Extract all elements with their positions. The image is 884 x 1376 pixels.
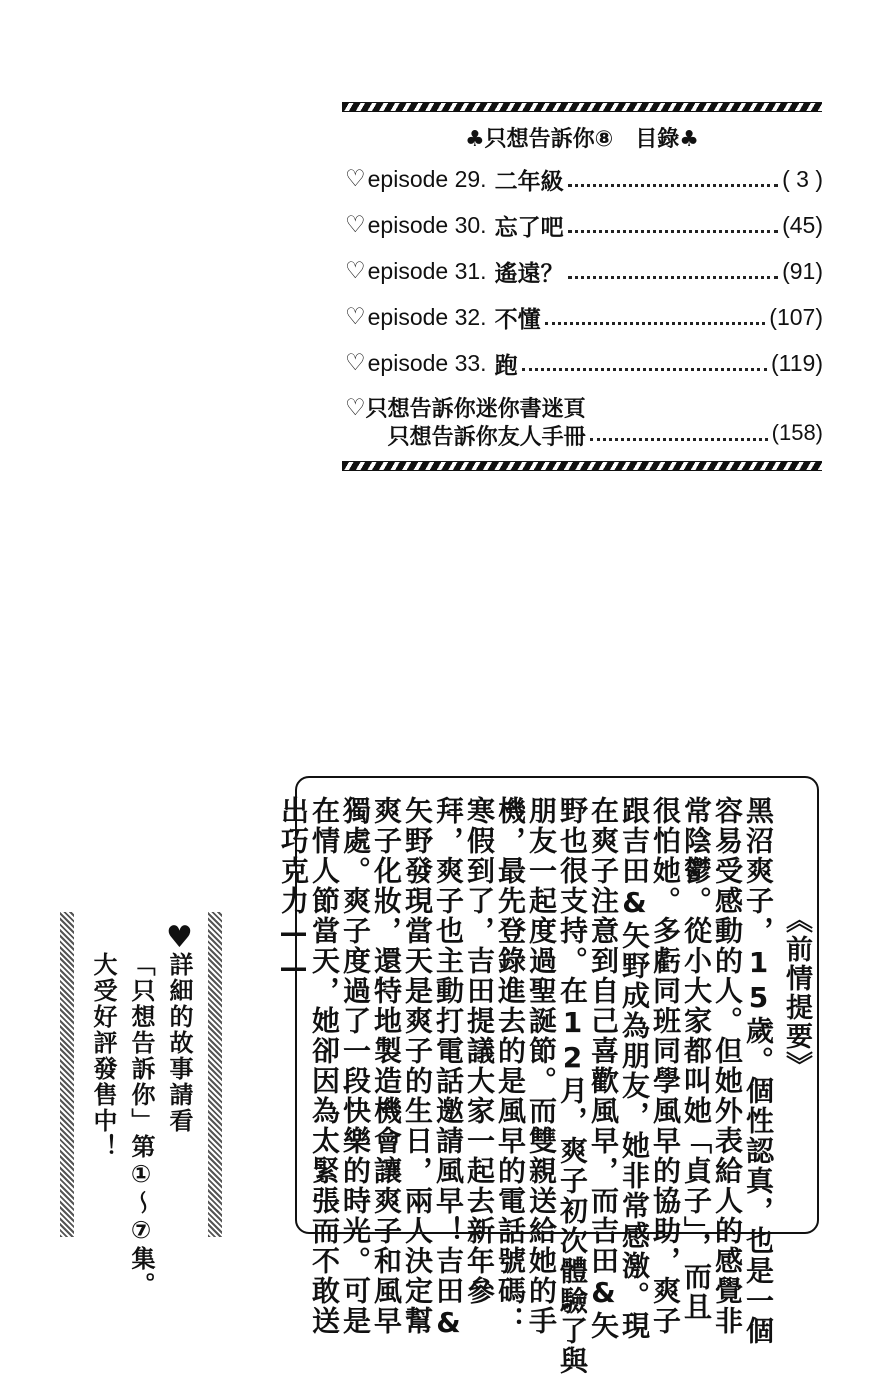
sidebar-stripe-right [208,912,222,1237]
sidebar-line-3: 大受好評發售中！ [89,952,117,1160]
heart-outline-icon: ♡ [345,166,366,192]
toc-extras-title-2: 只想告訴你友人手冊 [387,425,586,450]
summary-column: 寒假到了，吉田提議大家一起去新年參 [463,796,496,1306]
heart-icon: ♥ [166,920,193,955]
toc-page-number: (107) [769,303,823,330]
heart-outline-icon: ♡ [345,395,366,421]
summary-column: 常陰鬱。從小大家都叫她「貞子」，而且 [680,796,713,1322]
toc-leader-dots [545,310,766,325]
heart-outline-icon: ♡ [345,258,366,284]
sidebar-line-1: 詳細的故事請看 [165,952,193,1134]
summary-column: 在情人節當天，她卻因為太緊張而不敢送 [308,796,341,1336]
toc-page-number: (45) [782,211,823,238]
toc-episode-title: 不懂 [494,306,541,333]
toc-leader-dots [568,218,779,233]
toc-leader-dots [590,426,768,441]
toc-top-rule [342,102,822,112]
summary-column: 拜，爽子也主動打電話邀請風早！吉田& [432,796,465,1341]
sidebar-line-2: 「只想告訴你」第①～⑦集。 [127,952,155,1298]
toc-entry [345,208,823,242]
toc-episode-number: episode 30. [367,211,487,238]
summary-column: 在爽子注意到自己喜歡風早，而吉田&矢 [587,796,620,1341]
summary-title: 《前情提要》 [781,906,812,1080]
toc-page-number: (158) [771,420,823,445]
toc-episode-title: 遙遠？ [494,260,564,287]
toc-episode-number: episode 31. [367,257,487,284]
toc-episode-number: episode 32. [367,303,487,330]
toc-entry-extras [345,396,823,452]
toc-episode-number: episode 33. [367,349,487,376]
summary-column: 朋友一起度過聖誕節。而雙親送給她的手 [525,796,558,1336]
toc-episode-title: 忘了吧 [494,214,564,241]
summary-column: 跟吉田&矢野成為朋友，她非常感激。現 [618,796,651,1341]
summary-column: 出巧克力—— [277,796,310,986]
summary-column: 矢野發現當天是爽子的生日，兩人決定幫 [401,796,434,1336]
toc-leader-dots [568,172,779,187]
toc-leader-dots [568,264,779,279]
summary-column: 黑沼爽子，15歲。個性認真，也是一個 [742,796,775,1346]
toc-episode-number: episode 29. [367,165,487,192]
toc-page-number: ( 3 ) [782,165,823,192]
heart-outline-icon: ♡ [345,350,366,376]
summary-column: 很怕她。多虧同班同學風早的協助，爽子 [649,796,682,1336]
toc-entry [345,254,823,288]
sidebar-stripe-left [60,912,74,1237]
toc-entry [345,162,823,196]
toc-extras-titles [366,396,586,452]
toc-entry [345,300,823,334]
heart-outline-icon: ♡ [345,304,366,330]
toc-title: ♣只想告訴你⑧ 目錄♣ [464,127,700,152]
summary-box [277,776,819,1376]
toc-entry [345,346,823,380]
toc-episode-title: 二年級 [494,168,564,195]
summary-column: 獨處。爽子度過了一段快樂的時光。可是 [339,796,372,1336]
summary-column: 機，最先登錄進去的是風早的電話號碼： [494,796,527,1336]
toc-page-number: (119) [771,349,823,376]
toc-leader-dots [522,356,767,371]
summary-column: 容易受感動的人。但她外表給人的感覺非 [711,796,744,1336]
summary-column: 野也很支持。在12月，爽子初次體驗了與 [556,796,589,1376]
summary-column: 爽子化妝，還特地製造機會讓爽子和風早 [370,796,403,1336]
toc-episode-title: 跑 [494,352,518,379]
toc-page-number: (91) [782,257,823,284]
toc-bottom-rule [342,461,822,471]
toc-extras-title-1: 只想告訴你迷你書迷頁 [365,397,586,422]
heart-outline-icon: ♡ [345,212,366,238]
